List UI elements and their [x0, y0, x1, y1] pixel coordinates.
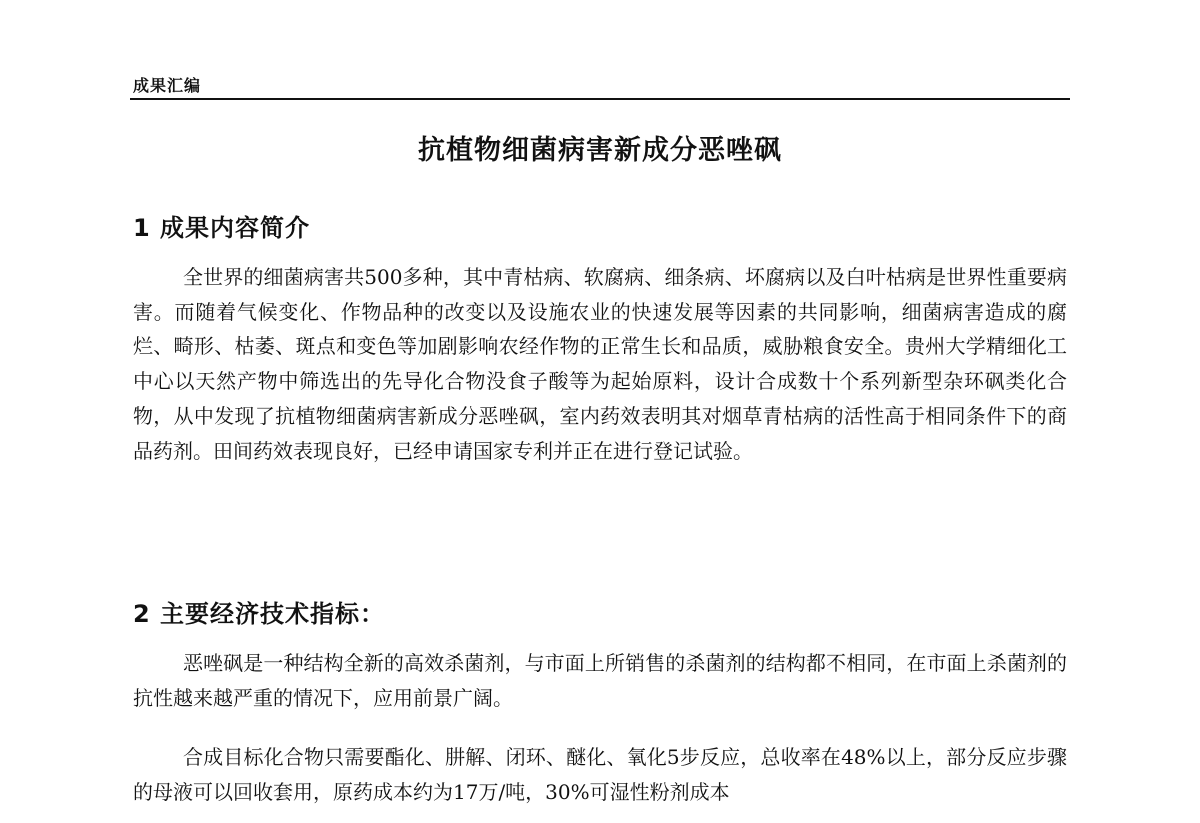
- section-heading-intro: 1 成果内容简介: [133, 214, 311, 242]
- section-heading-indicators: 2 主要经济技术指标：: [133, 600, 386, 628]
- paragraph-indicators-2: 合成目标化合物只需要酯化、肼解、闭环、醚化、氧化5步反应，总收率在48%以上，部分反应步骤的母液可以回收套用，原药成本约为17万/吨，30%可湿性粉剂成本: [133, 745, 1067, 804]
- header-rule: [130, 98, 1070, 100]
- running-header: 成果汇编: [133, 76, 202, 95]
- paragraph-intro: 全世界的细菌病害共500多种，其中青枯病、软腐病、细条病、坏腐病以及白叶枯病是世界性重要病害。而随着气候变化、作物品种的改变以及设施农业的快速发展等因素的共同影响，细菌病害造成的腐烂、畸形、枯萎、斑点和变色等加剧影响农经作物的正常生长和品质，威胁粮食安全。贵州大学精细化工中心以天然产物中筛选出的先导化合物没食子酸等为起始原料，设计合成数十个系列新型杂环砜类化合物，从中发现了抗植物细菌病害新成分恶唑砜，室内药效表明其对烟草青枯病的活性高于相同条件下的商品药剂。田间药效表现良好，已经申请国家专利并正在进行登记试验。: [133, 265, 1067, 463]
- document-title: 抗植物细菌病害新成分恶唑砜: [418, 135, 782, 166]
- paragraph-indicators-1: 恶唑砜是一种结构全新的高效杀菌剂，与市面上所销售的杀菌剂的结构都不相同，在市面上杀菌剂的抗性越来越严重的情况下，应用前景广阔。: [133, 651, 1067, 710]
